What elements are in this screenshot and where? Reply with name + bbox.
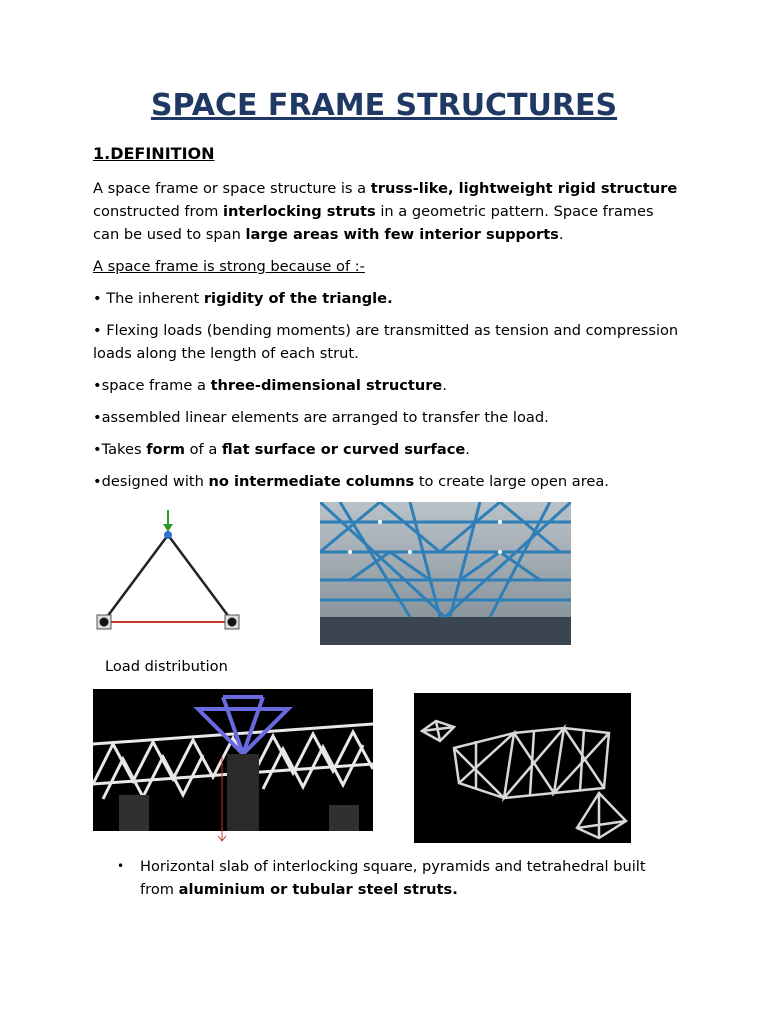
intro-text-3: in a geometric pattern. Space frames can be used to span [93,203,654,243]
point-5-bold-2: flat surface or curved surface [221,441,466,458]
intro-text-2: constructed from [93,203,224,220]
render-columns-svg [93,689,373,831]
point-no-columns [93,470,683,493]
wireframe-modules-svg [414,693,631,843]
intro-text-1: A space frame or space structure is a [93,180,371,197]
bullet-marker: • [117,859,125,873]
down-arrow-icon [216,830,228,844]
right-column [329,805,359,831]
triangle-load-diagram [93,506,243,636]
point-5-text-2: of a [184,441,222,458]
left-joint [100,618,109,627]
definition-paragraph [93,177,683,246]
intro-bold-2: interlocking struts [223,203,376,220]
point-1-text: • The inherent [93,290,204,307]
point-3-text: •space frame a [93,377,211,394]
bottom-bullet-plain: Horizontal slab of interlocking square, pyramids and tetrahedral built from [140,858,646,898]
intro-bold-1: truss-like, lightweight rigid structure [370,180,678,197]
point-3-bold: three-dimensional structure [210,377,443,394]
point-6-text: •designed with [93,473,209,490]
apex-node [164,531,172,539]
point-6-bold: no intermediate columns [208,473,415,490]
point-surface-form [93,438,683,461]
point-rigidity [93,287,683,310]
right-joint [228,618,237,627]
point-three-dimensional [93,374,683,397]
strong-because-heading: A space frame is strong because of :- [93,258,365,275]
point-3-end: . [442,377,447,394]
intro-bold-3: large areas with few interior supports [245,226,559,243]
page-title: SPACE FRAME STRUCTURES [150,88,618,123]
space-frame-render-with-columns [93,689,373,831]
point-5-bold-1: form [146,441,185,458]
bottom-bullet-text [140,855,670,901]
load-arrow-head-icon [163,524,173,532]
section-heading-definition: 1.DEFINITION [93,144,215,163]
point-6-end: to create large open area. [414,473,609,490]
load-distribution-caption: Load distribution [105,658,228,675]
point-linear-elements: •assembled linear elements are arranged to transfer the load. [93,409,549,426]
triangle-diagram-svg [93,506,243,636]
point-flexing-loads: • Flexing loads (bending moments) are transmitted as tension and compression loads along the length of each strut. [93,322,679,362]
intro-text-4: . [558,226,564,243]
right-strut [168,535,232,621]
bottom-bullet-bold: aluminium or tubular steel struts. [178,881,458,898]
floor-band [320,617,571,645]
center-column [227,754,259,831]
point-1-bold: rigidity of the triangle. [203,290,393,307]
ceiling-photo-svg [320,502,571,645]
wireframe-modules-render [414,693,631,843]
point-5-end: . [465,441,470,458]
space-frame-ceiling-photo [320,502,571,645]
point-5-text-1: •Takes [93,441,147,458]
left-strut [104,535,168,621]
left-column [119,795,149,831]
